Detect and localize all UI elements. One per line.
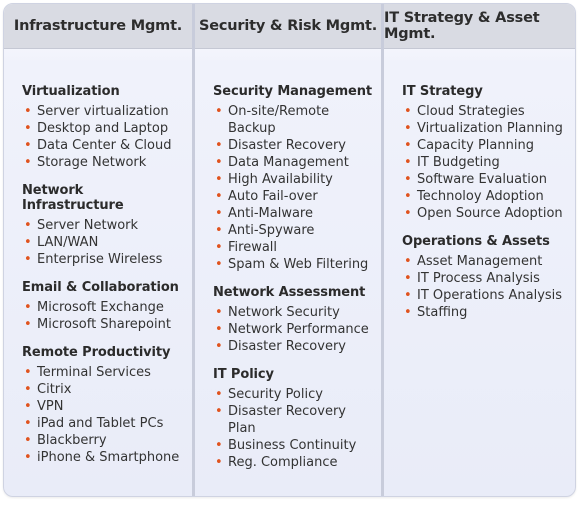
section-title: Operations & Assets bbox=[402, 234, 550, 249]
service-item-label: Server virtualization bbox=[37, 104, 169, 119]
service-item bbox=[22, 316, 188, 333]
service-item bbox=[213, 103, 377, 137]
service-item bbox=[402, 154, 571, 171]
bullet-icon: • bbox=[215, 404, 223, 419]
bullet-icon: • bbox=[24, 382, 32, 397]
column-security bbox=[195, 4, 381, 496]
service-list bbox=[213, 103, 377, 273]
bullet-icon: • bbox=[215, 387, 223, 402]
bullet-icon: • bbox=[215, 189, 223, 204]
column-infrastructure bbox=[4, 4, 192, 496]
service-item bbox=[402, 171, 571, 188]
service-item-label: LAN/WAN bbox=[37, 235, 99, 250]
service-section bbox=[22, 84, 188, 171]
service-section bbox=[213, 285, 377, 355]
service-item bbox=[22, 137, 188, 154]
service-item bbox=[22, 398, 188, 415]
bullet-icon: • bbox=[24, 218, 32, 233]
service-item-label: Disaster Recovery Plan bbox=[228, 404, 346, 436]
service-item-label: Disaster Recovery bbox=[228, 339, 346, 354]
service-item bbox=[22, 415, 188, 432]
service-item-label: Terminal Services bbox=[37, 365, 151, 380]
service-list bbox=[22, 364, 188, 466]
column-body bbox=[22, 84, 188, 478]
service-section bbox=[402, 84, 571, 222]
bullet-icon: • bbox=[404, 104, 412, 119]
service-item-label: Anti-Spyware bbox=[228, 223, 315, 238]
service-item bbox=[402, 304, 571, 321]
bullet-icon: • bbox=[215, 455, 223, 470]
service-item-label: Firewall bbox=[228, 240, 278, 255]
service-item-label: iPad and Tablet PCs bbox=[37, 416, 164, 431]
service-item-label: Staffing bbox=[417, 305, 468, 320]
service-item bbox=[213, 222, 377, 239]
service-section bbox=[402, 234, 571, 321]
service-item-label: Capacity Planning bbox=[417, 138, 534, 153]
service-list bbox=[402, 253, 571, 321]
section-title: Security Management bbox=[213, 84, 373, 99]
bullet-icon: • bbox=[24, 365, 32, 380]
bullet-icon: • bbox=[24, 433, 32, 448]
service-item bbox=[213, 338, 377, 355]
service-item-label: Reg. Compliance bbox=[228, 455, 338, 470]
service-item bbox=[213, 137, 377, 154]
service-list bbox=[22, 217, 188, 268]
service-item-label: iPhone & Smartphone bbox=[37, 450, 180, 465]
service-item bbox=[213, 437, 377, 454]
bullet-icon: • bbox=[215, 305, 223, 320]
bullet-icon: • bbox=[24, 317, 32, 332]
column-header: IT Strategy & Asset Mgmt. bbox=[384, 4, 575, 49]
service-list bbox=[22, 299, 188, 333]
service-item bbox=[402, 103, 571, 120]
bullet-icon: • bbox=[24, 235, 32, 250]
service-item-label: IT Operations Analysis bbox=[417, 288, 563, 303]
bullet-icon: • bbox=[24, 450, 32, 465]
service-item-label: Spam & Web Filtering bbox=[228, 257, 369, 272]
service-item bbox=[213, 239, 377, 256]
service-item bbox=[213, 304, 377, 321]
section-title: Virtualization bbox=[22, 84, 120, 99]
service-item bbox=[22, 154, 188, 171]
bullet-icon: • bbox=[404, 155, 412, 170]
bullet-icon: • bbox=[24, 399, 32, 414]
bullet-icon: • bbox=[215, 223, 223, 238]
bullet-icon: • bbox=[215, 104, 223, 119]
bullet-icon: • bbox=[215, 240, 223, 255]
service-item-label: Network Security bbox=[228, 305, 340, 320]
service-section bbox=[22, 345, 188, 466]
bullet-icon: • bbox=[404, 305, 412, 320]
service-item bbox=[213, 188, 377, 205]
service-item-label: Technoloy Adoption bbox=[417, 189, 544, 204]
column-header: Infrastructure Mgmt. bbox=[4, 4, 192, 49]
service-item-label: Virtualization Planning bbox=[417, 121, 563, 136]
bullet-icon: • bbox=[404, 121, 412, 136]
bullet-icon: • bbox=[404, 172, 412, 187]
service-item bbox=[213, 321, 377, 338]
service-list bbox=[402, 103, 571, 222]
service-item-label: High Availability bbox=[228, 172, 333, 187]
section-title: Network Assessment bbox=[213, 285, 366, 300]
service-item-label: Citrix bbox=[37, 382, 72, 397]
service-list bbox=[213, 304, 377, 355]
service-item bbox=[213, 454, 377, 471]
service-item-label: IT Budgeting bbox=[417, 155, 500, 170]
service-item bbox=[402, 253, 571, 270]
bullet-icon: • bbox=[404, 206, 412, 221]
section-title: Network Infrastructure bbox=[22, 183, 124, 213]
service-item bbox=[402, 270, 571, 287]
bullet-icon: • bbox=[24, 252, 32, 267]
bullet-icon: • bbox=[215, 438, 223, 453]
bullet-icon: • bbox=[24, 416, 32, 431]
bullet-icon: • bbox=[24, 300, 32, 315]
service-item-label: Microsoft Sharepoint bbox=[37, 317, 171, 332]
service-item-label: Blackberry bbox=[37, 433, 107, 448]
service-item bbox=[402, 120, 571, 137]
service-item-label: Storage Network bbox=[37, 155, 147, 170]
bullet-icon: • bbox=[215, 172, 223, 187]
bullet-icon: • bbox=[24, 155, 32, 170]
column-header: Security & Risk Mgmt. bbox=[195, 4, 381, 49]
service-item bbox=[22, 364, 188, 381]
service-item bbox=[22, 449, 188, 466]
service-item bbox=[22, 217, 188, 234]
services-panel bbox=[3, 3, 576, 497]
service-item bbox=[213, 205, 377, 222]
section-title: IT Strategy bbox=[402, 84, 483, 99]
bullet-icon: • bbox=[404, 189, 412, 204]
service-item bbox=[22, 432, 188, 449]
service-item-label: Server Network bbox=[37, 218, 139, 233]
service-item-label: Open Source Adoption bbox=[417, 206, 563, 221]
service-item bbox=[213, 171, 377, 188]
service-item-label: Anti-Malware bbox=[228, 206, 313, 221]
service-item-label: Data Center & Cloud bbox=[37, 138, 172, 153]
service-item-label: Network Performance bbox=[228, 322, 369, 337]
bullet-icon: • bbox=[404, 254, 412, 269]
service-section bbox=[22, 280, 188, 333]
bullet-icon: • bbox=[215, 339, 223, 354]
service-item bbox=[22, 120, 188, 137]
service-item bbox=[22, 103, 188, 120]
bullet-icon: • bbox=[24, 104, 32, 119]
service-item-label: Security Policy bbox=[228, 387, 323, 402]
service-list bbox=[213, 386, 377, 471]
service-item-label: Auto Fail-over bbox=[228, 189, 318, 204]
bullet-icon: • bbox=[24, 138, 32, 153]
section-title: Remote Productivity bbox=[22, 345, 171, 360]
service-item bbox=[213, 154, 377, 171]
service-section bbox=[213, 367, 377, 471]
service-list bbox=[22, 103, 188, 171]
bullet-icon: • bbox=[404, 271, 412, 286]
service-item-label: Cloud Strategies bbox=[417, 104, 525, 119]
bullet-icon: • bbox=[215, 257, 223, 272]
service-item-label: Desktop and Laptop bbox=[37, 121, 169, 136]
service-item bbox=[213, 386, 377, 403]
service-item bbox=[213, 256, 377, 273]
service-section bbox=[22, 183, 188, 268]
section-title: Email & Collaboration bbox=[22, 280, 179, 295]
column-body bbox=[213, 84, 377, 483]
bullet-icon: • bbox=[404, 288, 412, 303]
service-item-label: Software Evaluation bbox=[417, 172, 548, 187]
column-it-strategy bbox=[384, 4, 575, 496]
service-item-label: IT Process Analysis bbox=[417, 271, 540, 286]
service-item-label: On-site/Remote Backup bbox=[228, 104, 330, 136]
service-item bbox=[22, 299, 188, 316]
bullet-icon: • bbox=[404, 138, 412, 153]
column-body bbox=[402, 84, 571, 333]
service-item bbox=[22, 381, 188, 398]
service-item-label: Business Continuity bbox=[228, 438, 357, 453]
service-item bbox=[22, 251, 188, 268]
bullet-icon: • bbox=[215, 155, 223, 170]
bullet-icon: • bbox=[215, 138, 223, 153]
service-item-label: Enterprise Wireless bbox=[37, 252, 163, 267]
service-item bbox=[402, 205, 571, 222]
service-section bbox=[213, 84, 377, 273]
service-item bbox=[402, 137, 571, 154]
service-item-label: VPN bbox=[37, 399, 64, 414]
service-item-label: Microsoft Exchange bbox=[37, 300, 164, 315]
service-item-label: Asset Management bbox=[417, 254, 543, 269]
service-item bbox=[213, 403, 377, 437]
section-title: IT Policy bbox=[213, 367, 274, 382]
service-item bbox=[402, 287, 571, 304]
service-item-label: Disaster Recovery bbox=[228, 138, 346, 153]
bullet-icon: • bbox=[215, 206, 223, 221]
service-item bbox=[22, 234, 188, 251]
bullet-icon: • bbox=[215, 322, 223, 337]
bullet-icon: • bbox=[24, 121, 32, 136]
service-item-label: Data Management bbox=[228, 155, 349, 170]
service-item bbox=[402, 188, 571, 205]
